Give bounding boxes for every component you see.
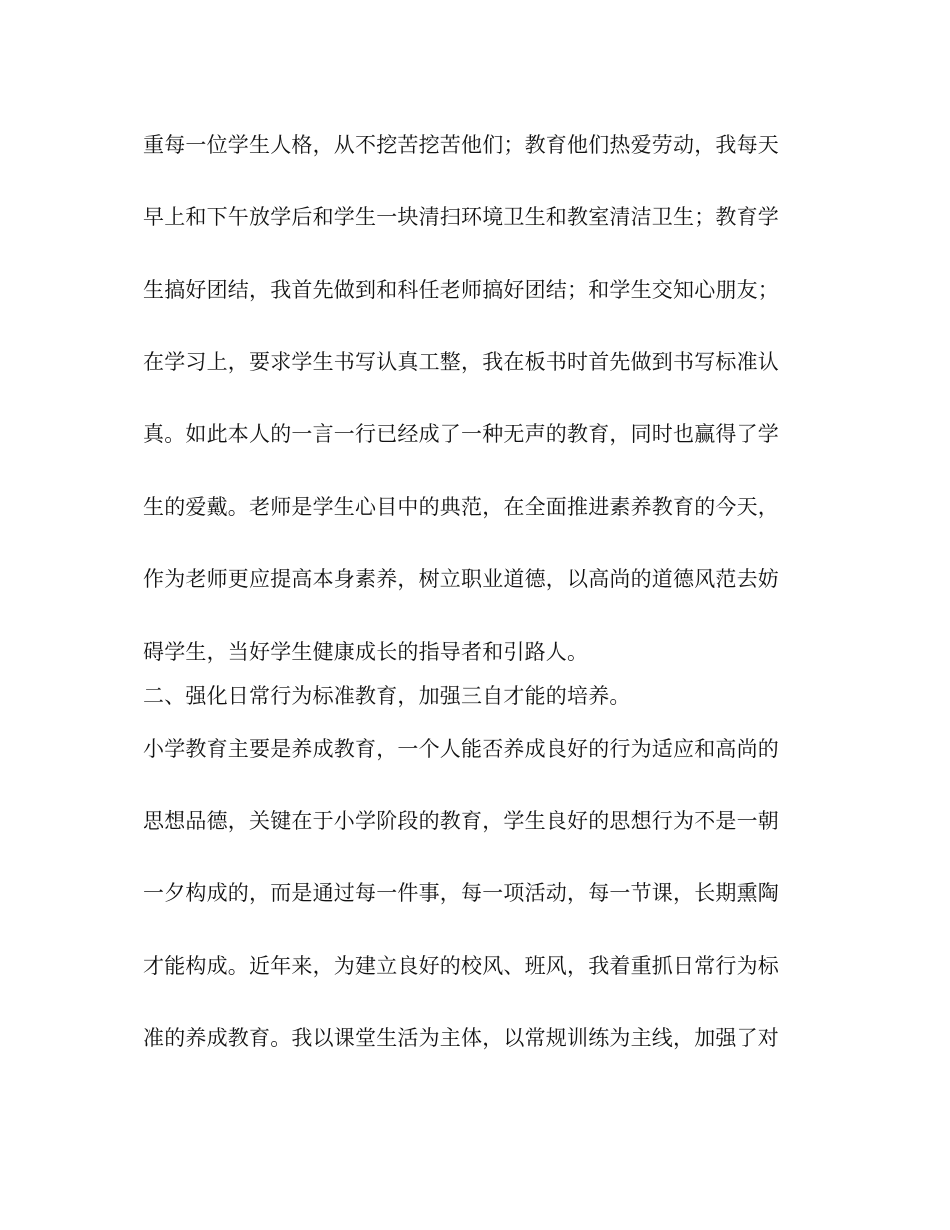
paragraph-line: 准的养成教育。我以课堂生活为主体，以常规训练为主线，加强了对	[143, 1026, 779, 1050]
section-heading: 二、强化日常行为标准教育，加强三自才能的培养。	[143, 684, 631, 708]
paragraph-line: 才能构成。近年来，为建立良好的校风、班风，我着重抓日常行为标	[143, 954, 779, 978]
paragraph-line: 重每一位学生人格，从不挖苦挖苦他们；教育他们热爱劳动，我每天	[143, 133, 779, 157]
paragraph-line: 真。如此本人的一言一行已经成了一种无声的教育，同时也赢得了学	[143, 422, 779, 446]
paragraph-line: 碍学生，当好学生健康成长的指导者和引路人。	[143, 640, 589, 664]
paragraph-line: 生的爱戴。老师是学生心目中的典范，在全面推进素养教育的今天，	[143, 495, 779, 519]
paragraph-line: 在学习上，要求学生书写认真工整，我在板书时首先做到书写标准认	[143, 350, 779, 374]
paragraph-line: 一夕构成的，而是通过每一件事，每一项活动，每一节课，长期熏陶	[143, 881, 779, 905]
paragraph-line: 早上和下午放学后和学生一块清扫环境卫生和教室清洁卫生；教育学	[143, 205, 779, 229]
paragraph-line: 小学教育主要是养成教育，一个人能否养成良好的行为适应和高尚的	[143, 737, 779, 761]
paragraph-line: 生搞好团结，我首先做到和科任老师搞好团结；和学生交知心朋友；	[143, 278, 779, 302]
paragraph-line: 作为老师更应提高本身素养，树立职业道德，以高尚的道德风范去妨	[143, 567, 779, 591]
paragraph-line: 思想品德，关键在于小学阶段的教育，学生良好的思想行为不是一朝	[143, 809, 779, 833]
